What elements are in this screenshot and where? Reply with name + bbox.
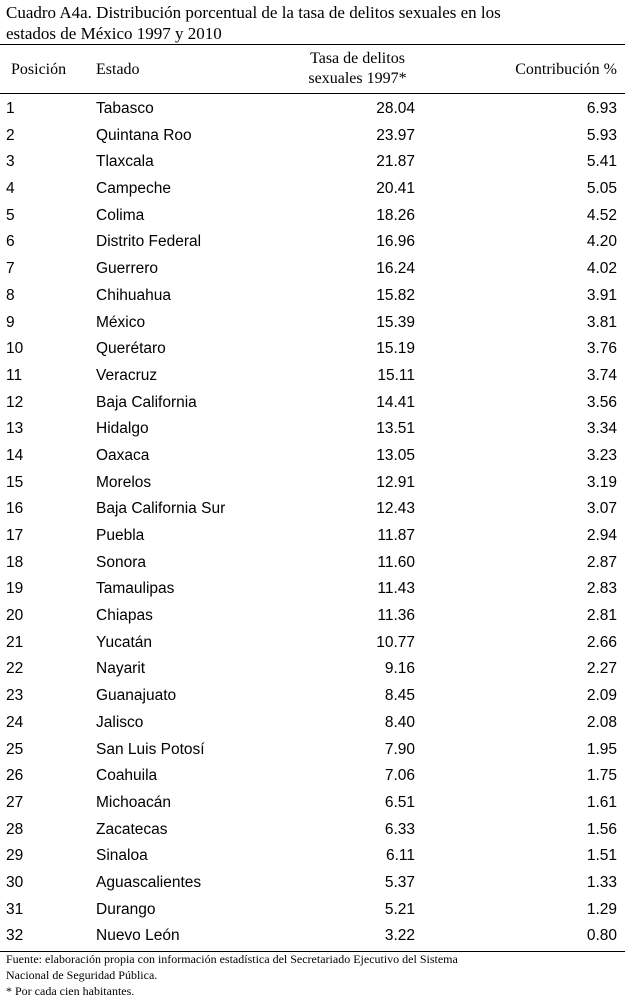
cell-state: Sonora <box>96 553 146 571</box>
cell-state: Distrito Federal <box>96 233 202 251</box>
cell-state: Oaxaca <box>96 446 150 464</box>
table-row <box>0 390 625 417</box>
cell-rate: 15.39 <box>376 313 415 331</box>
cell-contribution: 3.91 <box>586 286 617 304</box>
cell-rate: 20.41 <box>376 180 415 198</box>
cell-position: 18 <box>6 553 24 571</box>
cell-contribution: 2.09 <box>586 687 617 705</box>
cell-contribution: 2.27 <box>586 660 617 678</box>
cell-position: 30 <box>6 873 24 891</box>
cell-rate: 11.87 <box>377 527 415 544</box>
cell-rate: 21.87 <box>376 153 415 171</box>
cell-state: Tamaulipas <box>96 580 175 598</box>
table-row <box>0 123 625 150</box>
table-title-line-1: Cuadro A4a. Distribución porcentual de la tasa de delitos sexuales en los <box>6 3 501 22</box>
cell-rate: 5.21 <box>384 900 415 918</box>
table-row <box>0 470 625 497</box>
source-note-line-1: Fuente: elaboración propia con información estadística del Secretariado Ejecutivo del Sistema <box>6 952 458 966</box>
table-row <box>0 203 625 230</box>
table-row <box>0 523 625 550</box>
cell-state: San Luis Potosí <box>96 740 205 758</box>
cell-contribution: 5.41 <box>586 153 617 171</box>
cell-contribution: 1.95 <box>586 740 617 758</box>
table-row <box>0 496 625 523</box>
cell-contribution: 1.51 <box>586 847 617 865</box>
top-rule <box>0 44 625 45</box>
cell-rate: 8.40 <box>384 713 415 731</box>
cell-state: Guanajuato <box>96 687 177 705</box>
cell-rate: 16.96 <box>376 233 415 251</box>
cell-contribution: 3.23 <box>586 446 617 464</box>
cell-contribution: 4.52 <box>586 206 617 224</box>
cell-rate: 15.82 <box>376 286 415 304</box>
cell-state: Hidalgo <box>96 420 149 438</box>
cell-state: Campeche <box>96 180 171 198</box>
table-row <box>0 683 625 710</box>
cell-state: Zacatecas <box>96 820 168 838</box>
cell-position: 28 <box>6 820 24 838</box>
cell-position: 21 <box>6 633 24 651</box>
cell-position: 9 <box>6 313 15 331</box>
cell-contribution: 6.93 <box>586 100 617 117</box>
cell-position: 5 <box>6 206 15 224</box>
cell-contribution: 3.81 <box>586 313 617 331</box>
cell-position: 10 <box>6 340 24 358</box>
table-row <box>0 897 625 924</box>
cell-rate: 13.05 <box>376 446 415 464</box>
cell-state: Sinaloa <box>96 847 148 865</box>
cell-rate: 15.19 <box>376 340 415 358</box>
table-body <box>0 96 625 950</box>
table-title <box>6 2 618 44</box>
table-row <box>0 843 625 870</box>
table-footer <box>6 951 618 999</box>
cell-position: 6 <box>6 233 15 251</box>
cell-state: Tlaxcala <box>96 153 154 171</box>
cell-state: Jalisco <box>96 713 144 731</box>
cell-rate: 10.77 <box>376 633 415 651</box>
cell-position: 11 <box>6 366 23 384</box>
cell-state: Tabasco <box>96 100 154 117</box>
table-row <box>0 229 625 256</box>
cell-state: Aguascalientes <box>96 873 202 891</box>
header-state: Estado <box>96 61 140 78</box>
table-row <box>0 737 625 764</box>
cell-rate: 13.51 <box>376 420 415 438</box>
cell-rate: 5.37 <box>384 873 415 891</box>
cell-rate: 12.43 <box>376 500 415 518</box>
cell-rate: 11.43 <box>377 580 415 598</box>
cell-position: 20 <box>6 607 24 625</box>
table-row <box>0 923 625 950</box>
cell-position: 12 <box>6 393 24 411</box>
cell-contribution: 1.56 <box>586 820 617 838</box>
table-row <box>0 176 625 203</box>
cell-rate: 6.51 <box>384 793 415 811</box>
cell-state: Nuevo León <box>96 927 180 945</box>
cell-state: Durango <box>96 900 156 918</box>
cell-contribution: 2.81 <box>586 607 617 625</box>
table-row <box>0 630 625 657</box>
cell-contribution: 1.33 <box>586 873 617 891</box>
table-row <box>0 443 625 470</box>
cell-state: Nayarit <box>96 660 146 678</box>
table-row <box>0 283 625 310</box>
cell-state: Quintana Roo <box>96 126 192 144</box>
cell-state: Michoacán <box>96 793 171 811</box>
table-title-line-2: estados de México 1997 y 2010 <box>6 24 222 43</box>
cell-position: 14 <box>6 446 24 464</box>
cell-position: 4 <box>6 180 15 198</box>
table-row <box>0 763 625 790</box>
cell-rate: 8.45 <box>384 687 415 705</box>
cell-contribution: 3.74 <box>586 366 617 384</box>
cell-state: Coahuila <box>96 767 158 785</box>
cell-position: 22 <box>6 660 24 678</box>
table-row <box>0 310 625 337</box>
cell-state: Guerrero <box>96 260 159 278</box>
cell-contribution: 5.93 <box>586 126 617 144</box>
cell-state: Colima <box>96 206 145 224</box>
cell-contribution: 4.02 <box>586 260 617 278</box>
cell-contribution: 2.66 <box>586 633 617 651</box>
cell-contribution: 0.80 <box>586 927 617 945</box>
cell-rate: 23.97 <box>376 126 415 144</box>
cell-position: 13 <box>6 420 24 438</box>
header-contribution: Contribución % <box>515 61 617 78</box>
cell-state: México <box>96 313 146 331</box>
cell-contribution: 1.75 <box>586 767 617 785</box>
header-rate <box>270 49 445 89</box>
cell-contribution: 3.56 <box>586 393 617 411</box>
source-note-line-2: Nacional de Seguridad Pública. <box>6 968 158 982</box>
cell-state: Veracruz <box>96 366 158 384</box>
table-row <box>0 416 625 443</box>
asterisk-note: * Por cada cien habitantes. <box>6 984 135 998</box>
table-row <box>0 550 625 577</box>
cell-rate: 14.41 <box>376 393 415 411</box>
cell-position: 26 <box>6 767 24 785</box>
cell-contribution: 3.19 <box>586 473 617 491</box>
cell-rate: 15.11 <box>377 366 415 384</box>
cell-position: 19 <box>6 580 24 598</box>
table-row <box>0 363 625 390</box>
cell-rate: 28.04 <box>376 100 415 117</box>
header-position: Posición <box>11 61 67 78</box>
cell-position: 8 <box>6 286 15 304</box>
cell-rate: 11.36 <box>377 607 415 625</box>
table-row <box>0 656 625 683</box>
table-row <box>0 149 625 176</box>
cell-state: Chiapas <box>96 607 153 625</box>
cell-contribution: 4.20 <box>586 233 617 251</box>
cell-position: 23 <box>6 687 24 705</box>
table-row <box>0 256 625 283</box>
cell-position: 31 <box>6 900 24 918</box>
cell-state: Puebla <box>96 527 145 544</box>
cell-contribution: 1.29 <box>586 900 617 918</box>
header-rate-line-2: sexuales 1997* <box>308 70 407 87</box>
cell-state: Chihuahua <box>96 286 171 304</box>
cell-rate: 9.16 <box>384 660 415 678</box>
cell-rate: 6.33 <box>384 820 415 838</box>
table-row <box>0 336 625 363</box>
cell-contribution: 5.05 <box>586 180 617 198</box>
cell-contribution: 3.34 <box>586 420 617 438</box>
cell-position: 24 <box>6 713 24 731</box>
cell-position: 1 <box>6 100 15 117</box>
cell-contribution: 1.61 <box>586 793 617 811</box>
cell-position: 29 <box>6 847 24 865</box>
table-row <box>0 603 625 630</box>
table-row <box>0 870 625 897</box>
cell-state: Baja California <box>96 393 197 411</box>
cell-rate: 7.90 <box>384 740 415 758</box>
cell-position: 16 <box>6 500 24 518</box>
header-rule <box>0 93 625 94</box>
cell-contribution: 3.76 <box>586 340 617 358</box>
cell-rate: 16.24 <box>376 260 415 278</box>
table-row <box>0 710 625 737</box>
cell-rate: 12.91 <box>376 473 415 491</box>
cell-position: 3 <box>6 153 15 171</box>
cell-contribution: 2.87 <box>586 553 617 571</box>
cell-position: 25 <box>6 740 24 758</box>
cell-contribution: 2.08 <box>586 713 617 731</box>
table-row <box>0 576 625 603</box>
cell-position: 7 <box>6 260 15 278</box>
table-row <box>0 817 625 844</box>
cell-rate: 11.60 <box>377 553 415 571</box>
table-row <box>0 790 625 817</box>
cell-state: Yucatán <box>96 633 153 651</box>
cell-rate: 3.22 <box>384 927 415 945</box>
cell-rate: 7.06 <box>384 767 415 785</box>
cell-state: Baja California Sur <box>96 500 226 518</box>
cell-rate: 18.26 <box>376 206 415 224</box>
cell-state: Querétaro <box>96 340 166 358</box>
header-rate-line-1: Tasa de delitos <box>310 50 405 67</box>
cell-contribution: 2.94 <box>586 527 617 544</box>
cell-position: 32 <box>6 927 24 945</box>
cell-contribution: 3.07 <box>586 500 617 518</box>
cell-position: 15 <box>6 473 24 491</box>
cell-rate: 6.11 <box>385 847 415 865</box>
table-row <box>0 96 625 123</box>
cell-position: 27 <box>6 793 24 811</box>
cell-state: Morelos <box>96 473 152 491</box>
cell-position: 17 <box>6 527 24 544</box>
cell-position: 2 <box>6 126 15 144</box>
cell-contribution: 2.83 <box>586 580 617 598</box>
